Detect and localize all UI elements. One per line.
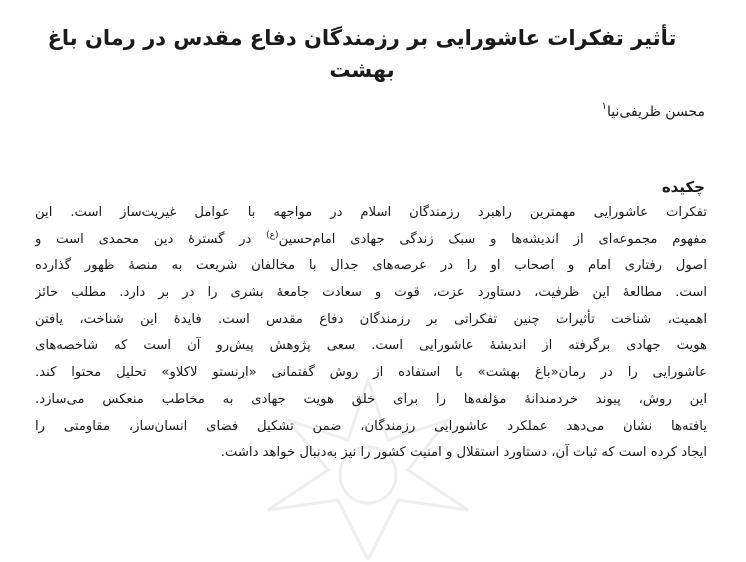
abstract-line-5: اهمیت، شناخت تأثیرات چنین تفکراتی بر رزمندگان دفاع مقدس است. فایدۀ این شناخت، یافتن [35,311,707,327]
author-name: محسن ظریفی‌نیا [606,104,705,120]
abstract-line-3: اصول رفتاری امام و اصحاب او را در عرصه‌های جدال با مخالفان شریعت به منصۀ ظهور گذارده [35,258,707,274]
abstract-line-10: ایجاد کرده است که ثبات آن، دستاورد استقلال و امنیت کشور را نیز به‌دنبال خواهد داشت. [220,445,707,461]
abstract-body [35,200,707,467]
paper-title: تأثیر تفکرات عاشورایی بر رزمندگان دفاع مقدس در رمان باغ بهشت [47,26,677,82]
abstract-line-4: است. مطالعۀ این ظرفیت، دستاورد عزت، قوت و سعادت جامعۀ بشری را در بر دارد. مطلب حائز [35,285,707,301]
author-line [602,100,705,124]
abstract-line-8: این روش، پیوند خردمندانۀ مؤلفه‌ها را برای خلق هویت جهادی به مخاطب منعکس می‌سازد. [35,391,707,407]
abstract-line-7: عاشورایی را در رمان«باغ بهشت» با استفاده از روش گفتمانی «ارنستو لاکلاو» تحلیل محتوا کند. [35,365,707,381]
abstract-line-1: تفکرات عاشورایی مهمترین راهبرد رزمندگان اسلام در مواجهه با عوامل غیریت‌ساز است. این [35,205,707,220]
abstract-line-6: هویت جهادی برگرفته از اندیشۀ عاشورایی است. سعی پژوهش پیش‌رو آن است که شاخصه‌های [35,338,707,354]
author-footnote-mark: ۱ [601,101,607,113]
abstract-line-2-part-1: مفهوم مجموعه‌ای از اندیشه‌ها و سبک زندگی جهادی امام‌حسین [278,231,707,247]
honorific-mark: (ع) [266,230,279,241]
abstract-line-2 [35,227,707,254]
abstract-heading: چکیده [661,178,705,196]
abstract-line-2-part-2: در گسترۀ دین محمدی است و [35,231,252,247]
abstract-line-9: یافته‌ها نشان می‌دهد عملکرد عاشورایی رزمندگان، ضمن تشکیل فضای انسان‌ساز، مقاومتی را [35,418,707,434]
